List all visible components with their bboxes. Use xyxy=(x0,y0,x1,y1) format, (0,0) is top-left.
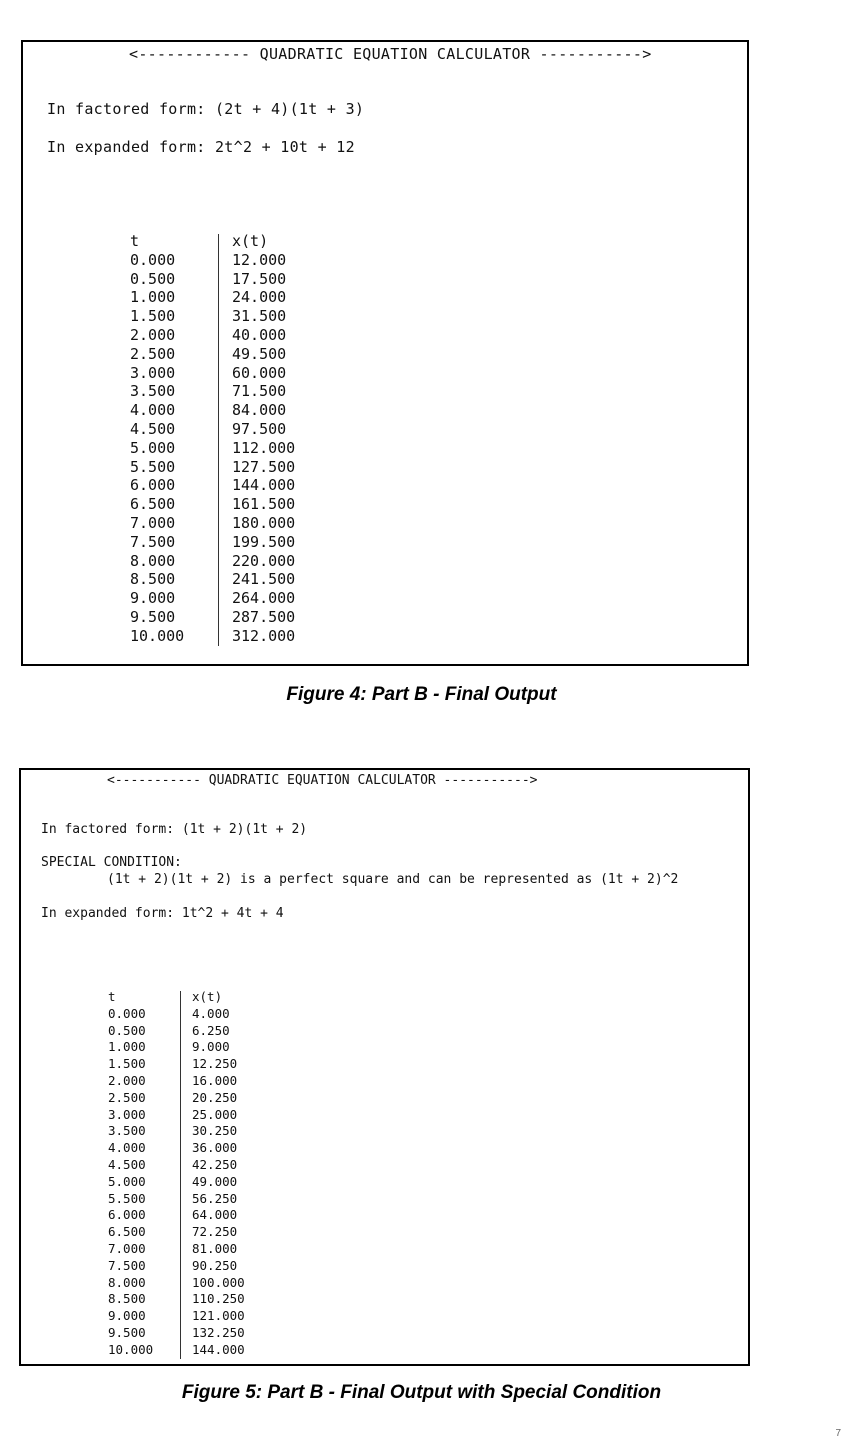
x-value-cell: 20.250 xyxy=(192,1089,238,1105)
t-value-cell: 7.000 xyxy=(108,1240,146,1256)
t-value-cell: 6.000 xyxy=(130,476,176,495)
x-value-cell: 9.000 xyxy=(192,1039,230,1055)
x-value-cell: 64.000 xyxy=(192,1207,238,1223)
t-value-cell: 9.500 xyxy=(108,1324,146,1340)
t-value-cell: 0.000 xyxy=(130,250,176,269)
t-value-cell: 4.000 xyxy=(108,1140,146,1156)
x-value-cell: 12.000 xyxy=(232,250,287,269)
x-value-cell: 49.000 xyxy=(192,1173,238,1189)
x-value-cell: 312.000 xyxy=(232,626,296,645)
page-number: 7 xyxy=(835,1428,841,1439)
x-value-cell: 84.000 xyxy=(232,401,287,420)
x-value-cell: 12.250 xyxy=(192,1056,238,1072)
t-value-cell: 6.000 xyxy=(108,1207,146,1223)
x-value-cell: 25.000 xyxy=(192,1106,238,1122)
x-value-cell: 36.000 xyxy=(192,1140,238,1156)
t-value-cell: 1.500 xyxy=(108,1056,146,1072)
t-value-cell: 5.500 xyxy=(108,1190,146,1206)
t-value-cell: 8.000 xyxy=(130,551,176,570)
t-value-cell: 1.000 xyxy=(130,288,176,307)
x-value-cell: 72.250 xyxy=(192,1224,238,1240)
factored-form-line: In factored form: (2t + 4)(1t + 3) xyxy=(47,100,365,118)
factored-form-line: In factored form: (1t + 2)(1t + 2) xyxy=(41,822,308,837)
t-value-cell: 10.000 xyxy=(108,1341,154,1357)
table-divider xyxy=(180,991,181,1359)
x-value-cell: 40.000 xyxy=(232,325,287,344)
t-column-header: t xyxy=(108,989,116,1004)
x-value-cell: 42.250 xyxy=(192,1156,238,1172)
x-value-cell: 199.500 xyxy=(232,532,296,551)
x-value-cell: 60.000 xyxy=(232,363,287,382)
special-condition-detail: (1t + 2)(1t + 2) is a perfect square and can be represented as (1t + 2)^2 xyxy=(107,872,679,887)
expanded-form-line: In expanded form: 1t^2 + 4t + 4 xyxy=(41,906,284,921)
t-value-cell: 9.000 xyxy=(108,1308,146,1324)
x-column-header: x(t) xyxy=(192,989,223,1004)
calculator-header: <----------- QUADRATIC EQUATION CALCULATOR -----------> xyxy=(107,773,538,788)
x-value-cell: 112.000 xyxy=(232,438,296,457)
expanded-form-line: In expanded form: 2t^2 + 10t + 12 xyxy=(47,138,355,156)
t-value-cell: 8.000 xyxy=(108,1274,146,1290)
t-value-cell: 1.000 xyxy=(108,1039,146,1055)
x-value-cell: 220.000 xyxy=(232,551,296,570)
t-value-cell: 0.500 xyxy=(130,269,176,288)
x-column-header: x(t) xyxy=(232,232,269,250)
t-value-cell: 1.500 xyxy=(130,307,176,326)
x-value-cell: 287.500 xyxy=(232,607,296,626)
t-value-cell: 9.000 xyxy=(130,589,176,608)
t-value-cell: 0.000 xyxy=(108,1005,146,1021)
t-value-cell: 2.500 xyxy=(130,344,176,363)
x-value-cell: 6.250 xyxy=(192,1022,230,1038)
t-value-cell: 3.500 xyxy=(130,382,176,401)
t-value-cell: 2.000 xyxy=(130,325,176,344)
x-value-cell: 132.250 xyxy=(192,1324,245,1340)
x-value-cell: 144.000 xyxy=(192,1341,245,1357)
figure5-caption: Figure 5: Part B - Final Output with Special Condition xyxy=(181,1382,662,1403)
figure4-console-output xyxy=(21,40,749,666)
calculator-header: <------------ QUADRATIC EQUATION CALCULATOR -----------> xyxy=(129,45,652,63)
t-value-cell: 6.500 xyxy=(108,1224,146,1240)
x-value-cell: 241.500 xyxy=(232,570,296,589)
x-value-cell: 180.000 xyxy=(232,513,296,532)
t-value-cell: 3.500 xyxy=(108,1123,146,1139)
x-value-cell: 121.000 xyxy=(192,1308,245,1324)
t-value-cell: 8.500 xyxy=(130,570,176,589)
t-value-cell: 10.000 xyxy=(130,626,185,645)
x-value-cell: 31.500 xyxy=(232,307,287,326)
x-value-cell: 4.000 xyxy=(192,1005,230,1021)
x-value-cell: 110.250 xyxy=(192,1291,245,1307)
t-column xyxy=(130,232,184,646)
x-value-cell: 97.500 xyxy=(232,419,287,438)
t-value-cell: 2.000 xyxy=(108,1072,146,1088)
x-value-cell: 161.500 xyxy=(232,495,296,514)
x-value-cell: 56.250 xyxy=(192,1190,238,1206)
t-value-cell: 5.500 xyxy=(130,457,176,476)
x-value-cell: 100.000 xyxy=(192,1274,245,1290)
t-value-cell: 5.000 xyxy=(130,438,176,457)
t-value-cell: 0.500 xyxy=(108,1022,146,1038)
t-value-cell: 9.500 xyxy=(130,607,176,626)
x-column xyxy=(232,232,295,646)
t-value-cell: 4.500 xyxy=(130,419,176,438)
t-value-cell: 7.000 xyxy=(130,513,176,532)
t-value-cell: 8.500 xyxy=(108,1291,146,1307)
figure4-caption: Figure 4: Part B - Final Output xyxy=(286,684,557,705)
t-value-cell: 7.500 xyxy=(108,1257,146,1273)
x-column xyxy=(192,989,245,1359)
x-value-cell: 127.500 xyxy=(232,457,296,476)
x-value-cell: 17.500 xyxy=(232,269,287,288)
x-value-cell: 90.250 xyxy=(192,1257,238,1273)
table-divider xyxy=(218,234,219,646)
figure5-console-output xyxy=(19,768,750,1366)
x-value-cell: 144.000 xyxy=(232,476,296,495)
t-column-header: t xyxy=(130,232,140,250)
t-value-cell: 7.500 xyxy=(130,532,176,551)
special-condition-title: SPECIAL CONDITION: xyxy=(41,855,182,870)
t-value-cell: 5.000 xyxy=(108,1173,146,1189)
t-value-cell: 4.500 xyxy=(108,1156,146,1172)
t-value-cell: 2.500 xyxy=(108,1089,146,1105)
x-value-cell: 81.000 xyxy=(192,1240,238,1256)
t-column xyxy=(108,989,153,1359)
x-value-cell: 30.250 xyxy=(192,1123,238,1139)
t-value-cell: 3.000 xyxy=(108,1106,146,1122)
t-value-cell: 4.000 xyxy=(130,401,176,420)
x-value-cell: 49.500 xyxy=(232,344,287,363)
x-value-cell: 24.000 xyxy=(232,288,287,307)
x-value-cell: 264.000 xyxy=(232,589,296,608)
t-value-cell: 6.500 xyxy=(130,495,176,514)
x-value-cell: 71.500 xyxy=(232,382,287,401)
t-value-cell: 3.000 xyxy=(130,363,176,382)
x-value-cell: 16.000 xyxy=(192,1072,238,1088)
